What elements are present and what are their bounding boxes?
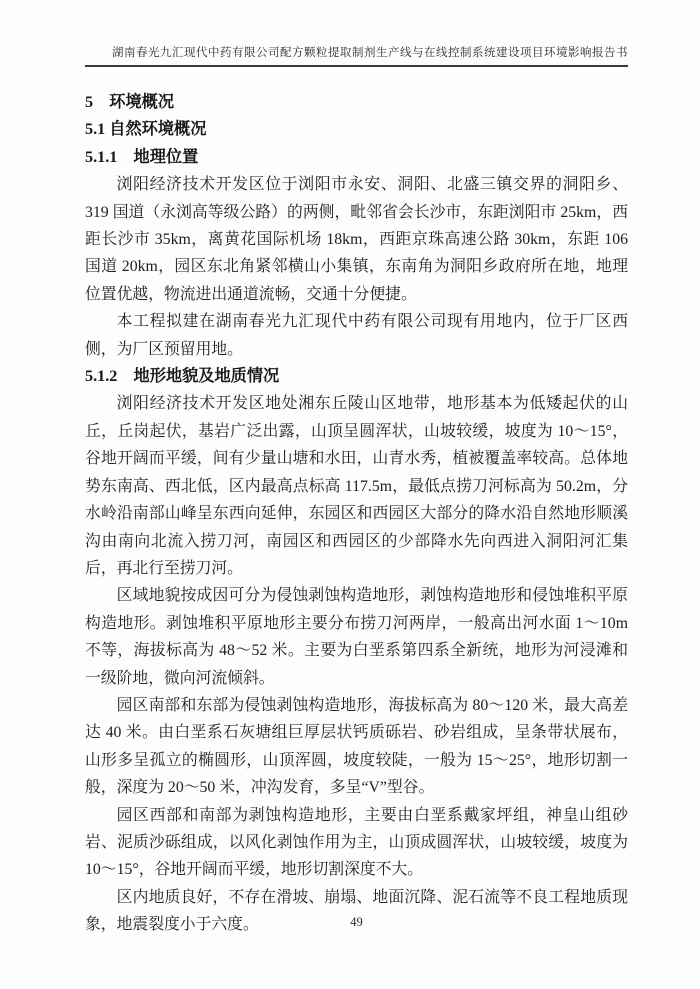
section-heading-5-1: 5.1 自然环境概况 <box>85 120 207 139</box>
running-header-title: 湖南春光九汇现代中药有限公司配方颗粒提取制剂生产线与在线控制系统建设项目环境影响报告书 <box>85 44 628 67</box>
document-body <box>85 89 628 939</box>
section-heading-5: 5 环境概况 <box>85 93 175 111</box>
paragraph-south-east-landform: 园区南部和东部为侵蚀剥蚀构造地形，海拔标高为 80～120 米，最大高差达 40 米。由白垩系石灰塘组巨厚层状钙质砾岩、砂岩组成，呈条带状展布，山形多呈孤立的椭圆形，山顶浑圆，坡度较陡，一般为 15～25°，地形切割一般，深度为 20～50 米，冲沟发育，多呈“V”型谷。 <box>85 696 628 797</box>
paragraph-location-overview: 浏阳经济技术开发区位于浏阳市永安、洞阳、北盛三镇交界的洞阳乡、319 国道（永浏高等级公路）的两侧，毗邻省会长沙市，东距浏阳市 25km，西距长沙市 35km，离黄花国际机场 18km，西距京珠高速公路 30km，东距 106 国道 20km，园区东北角紧邻横山小集镇，东南角为洞阳乡政府所在地，地理位置优越，物流进出通道流畅，交通十分便捷。 <box>85 176 628 303</box>
page-number: 49 <box>350 915 363 929</box>
paragraph-west-south-landform: 园区西部和南部为剥蚀构造地形，主要由白垩系戴家坪组，神皇山组砂岩、泥质沙砾组成，以风化剥蚀作用为主，山顶成圆浑状，山坡较缓，坡度为 10～15°，谷地开阔而平缓，地形切割深度不大。 <box>85 806 628 879</box>
paragraph-landform-genesis: 区域地貌按成因可分为侵蚀剥蚀构造地形，剥蚀构造地形和侵蚀堆积平原构造地形。剥蚀堆积平原地形主要分布捞刀河两岸，一般高出河水面 1～10m 不等，海拔标高为 48～52 米。主要为白垩系第四系全新统，地形为河浸滩和一级阶地，微向河流倾斜。 <box>85 587 628 687</box>
page-header <box>85 44 628 67</box>
page-footer <box>85 913 628 931</box>
section-heading-5-1-2: 5.1.2 地形地貌及地质情况 <box>85 367 280 386</box>
paragraph-project-site: 本工程拟建在湖南春光九汇现代中药有限公司现有用地内，位于厂区西侧，为厂区预留用地。 <box>85 313 628 358</box>
paragraph-geology-quality: 区内地质良好，不存在滑坡、崩塌、地面沉降、泥石流等不良工程地质现象，地震裂度小于六度。 <box>85 888 628 934</box>
section-heading-5-1-1: 5.1.1 地理位置 <box>85 147 199 166</box>
paragraph-terrain-overview: 浏阳经济技术开发区地处湘东丘陵山区地带，地形基本为低矮起伏的山丘，丘岗起伏，基岩广泛出露，山顶呈圆浑状，山坡较缓，坡度为 10～15°，谷地开阔而平缓，间有少量山塘和水田，山青水秀，植被覆盖率较高。总体地势东南高、西北低，区内最高点标高 117.5m，最低点捞刀河标高为 50.2m，分水岭沿南部山峰呈东西向延伸，东园区和西园区大部分的降水沿自然地形顺溪沟由南向北流入捞刀河，南园区和西园区的少部降水先向西进入洞阳河汇集后，再北行至捞刀河。 <box>85 395 628 577</box>
